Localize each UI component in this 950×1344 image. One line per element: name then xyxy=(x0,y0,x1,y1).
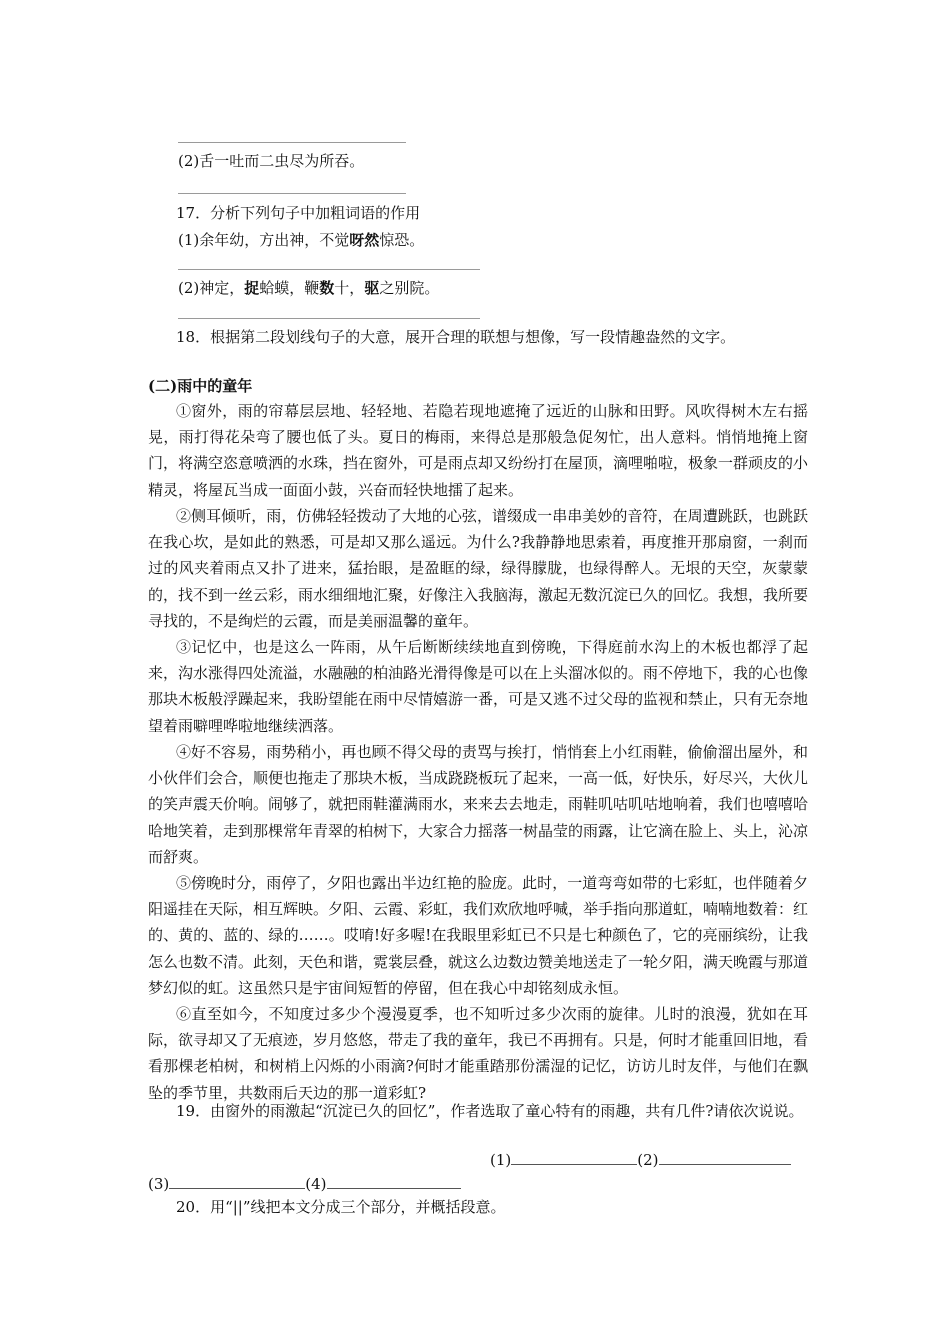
answer-line xyxy=(178,142,406,143)
answer-blank-3[interactable] xyxy=(169,1172,305,1189)
bold-word: 呀然 xyxy=(349,231,380,249)
bold-word: 捉 xyxy=(244,279,260,297)
q16-item-2: (2)舌一吐而二虫尽为所吞。 xyxy=(178,152,365,170)
paragraph-3: ③记忆中，也是这么一阵雨，从午后断断续续地直到傍晚，下得庭前水沟上的木板也都浮了起来，沟水涨得四处流溢，水融融的柏油路光滑得像是可以在上头溜冰似的。雨不停地下，我的心也像那块木板般浮躁起来，我盼望能在雨中尽情嬉游一番，可是又逃不过父母的监视和禁止，只有无奈地望着雨噼哩哗啦地继续洒落。 xyxy=(148,638,809,735)
paragraph-5: ⑤傍晚时分，雨停了，夕阳也露出半边红艳的脸庞。此时，一道弯弯如带的七彩虹，也伴随着夕阳遥挂在天际，相互辉映。夕阳、云霞、彩虹，我们欢欣地呼喊，举手指向那道虹，喃喃地数着：红的、黄的、蓝的、绿的……。哎唷!好多喔!在我眼里彩虹已不只是七种颜色了，它的亮丽缤纷，让我怎么也数不清。此刻，天色和谐，霓裳层叠，就这么边数边赞美地送走了一轮夕阳，满天晚霞与那道梦幻似的虹。这虽然只是宇宙间短暂的停留，但在我心中却铭刻成永恒。 xyxy=(148,874,809,997)
answer-blank-2[interactable] xyxy=(659,1148,791,1165)
q17-title: 17．分析下列句子中加粗词语的作用 xyxy=(176,204,421,222)
q19-blanks-row-2: (3) (4) xyxy=(148,1172,461,1194)
q17-sentence-2: (2)神定，捉蛤蟆，鞭数十，驱之别院。 xyxy=(178,279,440,297)
answer-blank-4[interactable] xyxy=(327,1172,461,1189)
paragraph-2: ②侧耳倾听，雨，仿佛轻轻拨动了大地的心弦，谱缀成一串串美妙的音符，在周遭跳跃，也跳跃在我心坎，是如此的熟悉，可是却又那么遥远。为什么?我静静地思索着，再度推开那扇窗，一刹而过的风夹着雨点又扑了进来，猛抬眼，是盈眶的绿，绿得朦胧，也绿得醉人。无垠的天空，灰蒙蒙的，找不到一丝云彩，雨水细细地汇聚，好像注入我脑海，激起无数沉淀已久的回忆。我想，我所要寻找的，不是绚烂的云霞，而是美丽温馨的童年。 xyxy=(148,507,809,630)
bold-word: 数 xyxy=(319,279,335,297)
q18-prompt: 18．根据第二段划线句子的大意，展开合理的联想与想像，写一段情趣盎然的文字。 xyxy=(176,328,736,346)
bold-word: 驱 xyxy=(364,279,380,297)
answer-blank-1[interactable] xyxy=(511,1148,637,1165)
section-title: (二)雨中的童年 xyxy=(148,377,253,395)
paragraph-6: ⑥直至如今，不知度过多少个漫漫夏季，也不知听过多少次雨的旋律。儿时的浪漫，犹如在耳际，欲寻却又了无痕迹，岁月悠悠，带走了我的童年，我已不再拥有。只是，何时才能重回旧地，看看那棵老柏树，和树梢上闪烁的小雨滴?何时才能重踏那份濡湿的记忆，访访儿时友伴，与他们在飘坠的季节里，共数雨后天边的那一道彩虹? xyxy=(148,1005,809,1102)
answer-line xyxy=(178,318,480,319)
q19-blanks-row-1: (1) (2) xyxy=(490,1148,791,1170)
paragraph-4: ④好不容易，雨势稍小，再也顾不得父母的责骂与挨打，悄悄套上小红雨鞋，偷偷溜出屋外，和小伙伴们会合，顺便也拖走了那块木板，当成跷跷板玩了起来，一高一低，好快乐，好尽兴，大伙儿的笑声震天价响。闹够了，就把雨鞋灌满雨水，来来去去地走，雨鞋叽咕叽咕地响着，我们也嘻嘻哈哈地笑着，走到那棵常年青翠的柏树下，大家合力摇落一树晶莹的雨露，让它滴在脸上、头上，沁凉而舒爽。 xyxy=(148,743,809,866)
q19-prompt: 19．由窗外的雨激起“沉淀已久的回忆”，作者选取了童心特有的雨趣，共有几件?请依次说说。 xyxy=(176,1102,804,1120)
q17-sentence-1: (1)余年幼，方出神，不觉呀然惊恐。 xyxy=(178,231,425,249)
answer-line xyxy=(178,269,480,270)
answer-line xyxy=(178,193,406,194)
paragraph-1: ①窗外，雨的帘幕层层地、轻轻地、若隐若现地遮掩了远近的山脉和田野。风吹得树木左右摇晃，雨打得花朵弯了腰也低了头。夏日的梅雨，来得总是那般急促匆忙，出人意料。悄悄地掩上窗门，将满空恣意喷洒的水珠，挡在窗外，可是雨点却又纷纷打在屋顶，滴哩啪啦，极象一群顽皮的小精灵，将屋瓦当成一面面小鼓，兴奋而轻快地擂了起来。 xyxy=(148,402,809,499)
q20-prompt: 20．用“||”线把本文分成三个部分，并概括段意。 xyxy=(176,1198,506,1216)
